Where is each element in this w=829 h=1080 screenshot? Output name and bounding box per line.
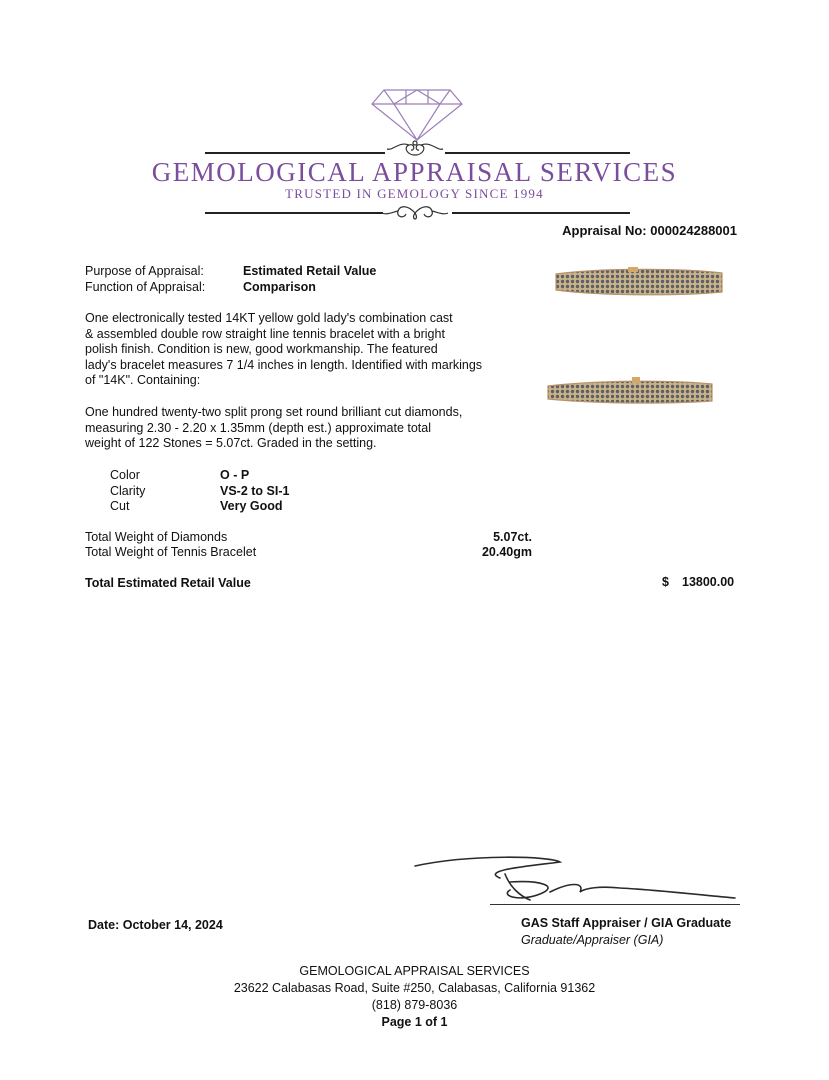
bracelet-photo-bottom: [0, 374, 829, 408]
header-rule-bottom-right: [452, 212, 630, 214]
brand-title: GEMOLOGICAL APPRAISAL SERVICES: [151, 157, 678, 187]
header-rule-bottom-left: [205, 212, 383, 214]
footer-address: 23622 Calabasas Road, Suite #250, Calabasas, California 91362: [233, 981, 596, 995]
retail-value-label: Total Estimated Retail Value: [85, 576, 251, 590]
header-rule-right: [445, 152, 630, 154]
grade-label-cut: Cut: [110, 499, 130, 513]
page-number: Page 1 of 1: [381, 1015, 448, 1029]
total-bracelet-weight-value: 20.40gm: [481, 545, 532, 559]
grade-label-color: Color: [110, 468, 140, 482]
header-rule-left: [205, 152, 385, 154]
bracelet-photo-top: [0, 264, 829, 300]
footer: [0, 963, 829, 1031]
total-diamond-weight-value: 5.07ct.: [493, 530, 532, 544]
description-line: & assembled double row straight line tennis bracelet with a bright: [85, 326, 445, 341]
footer-company: GEMOLOGICAL APPRAISAL SERVICES: [299, 964, 530, 978]
appraiser-signature: [410, 852, 740, 912]
description-line: of "14K". Containing:: [85, 373, 201, 387]
purpose-label: Purpose of Appraisal:: [85, 264, 204, 278]
description-line: lady's bracelet measures 7 1/4 inches in length. Identified with markings: [85, 357, 483, 372]
grade-value-cut: Very Good: [220, 499, 283, 513]
purpose-value: Estimated Retail Value: [243, 264, 377, 278]
appraisal-date: Date: October 14, 2024: [88, 918, 223, 932]
footer-phone: (818) 879-8036: [371, 998, 458, 1012]
description-line: measuring 2.30 - 2.20 x 1.35mm (depth est.) approximate total: [85, 420, 432, 435]
brand-subtitle: TRUSTED IN GEMOLOGY SINCE 1994: [285, 186, 544, 201]
appraiser-subtitle: Graduate/Appraiser (GIA): [521, 933, 664, 947]
retail-currency: $: [662, 575, 669, 589]
function-value: Comparison: [243, 280, 316, 294]
ornament-scroll-icon: [380, 202, 450, 224]
total-bracelet-weight-label: Total Weight of Tennis Bracelet: [85, 545, 257, 559]
diamond-icon: [370, 88, 464, 142]
grade-value-color: O - P: [220, 468, 250, 482]
appraiser-title: GAS Staff Appraiser / GIA Graduate: [521, 916, 732, 930]
description-line: One hundred twenty-two split prong set round brilliant cut diamonds,: [85, 405, 463, 419]
signature-line: [490, 904, 740, 905]
function-label: Function of Appraisal:: [85, 280, 206, 294]
description-line: polish finish. Condition is new, good workmanship. The featured: [85, 342, 438, 356]
retail-amount: 13800.00: [682, 575, 735, 589]
total-diamond-weight-label: Total Weight of Diamonds: [85, 530, 228, 544]
appraisal-number: Appraisal No: 000024288001: [562, 223, 737, 238]
diamonds-description: [85, 405, 545, 452]
ornament-scroll-icon: [385, 137, 445, 159]
description-line: One electronically tested 14KT yellow gold lady's combination cast: [85, 311, 453, 325]
description-line: weight of 122 Stones = 5.07ct. Graded in the setting.: [85, 436, 377, 450]
grade-value-clarity: VS-2 to SI-1: [220, 484, 290, 498]
grade-label-clarity: Clarity: [110, 484, 146, 498]
